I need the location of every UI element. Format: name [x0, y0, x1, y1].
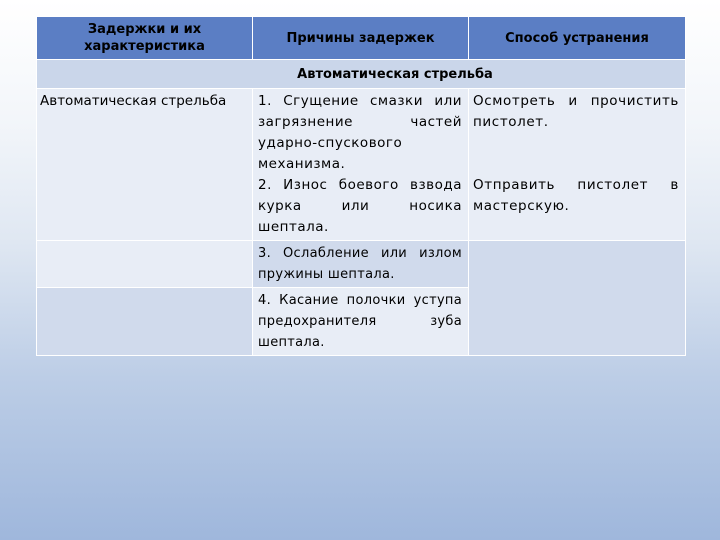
fix-item: Отправить пистолет в мастерскую. [473, 177, 679, 214]
cause-cell [253, 288, 469, 356]
table-row [37, 89, 686, 241]
header-row [37, 17, 686, 60]
section-title: Автоматическая стрельба [37, 60, 686, 89]
cause-item: 1. Сгущение смазки или загрязнение частей ударно-спускового механизма. [258, 93, 462, 172]
cause-item: 2. Износ боевого взвода курка или носика шептала. [258, 177, 462, 235]
table-row [37, 241, 686, 288]
cause-item: 4. Касание полочки уступа предохранителя зуба шептала. [258, 293, 462, 350]
cause-item: 3. Ослабление или излом пружины шептала. [258, 246, 462, 282]
delays-table [36, 16, 686, 356]
delay-cell: Автоматическая стрельба [37, 89, 253, 241]
section-row [37, 60, 686, 89]
header-delays: Задержки и их характеристика [37, 17, 253, 60]
header-causes: Причины задержек [253, 17, 469, 60]
header-fix: Способ устранения [469, 17, 686, 60]
fix-cell-empty [469, 241, 686, 356]
fix-item: Осмотреть и прочистить пистолет. [473, 93, 679, 130]
delay-cell-empty [37, 288, 253, 356]
fix-cell [469, 89, 686, 241]
causes-cell [253, 89, 469, 241]
delay-cell-empty [37, 241, 253, 288]
cause-cell [253, 241, 469, 288]
